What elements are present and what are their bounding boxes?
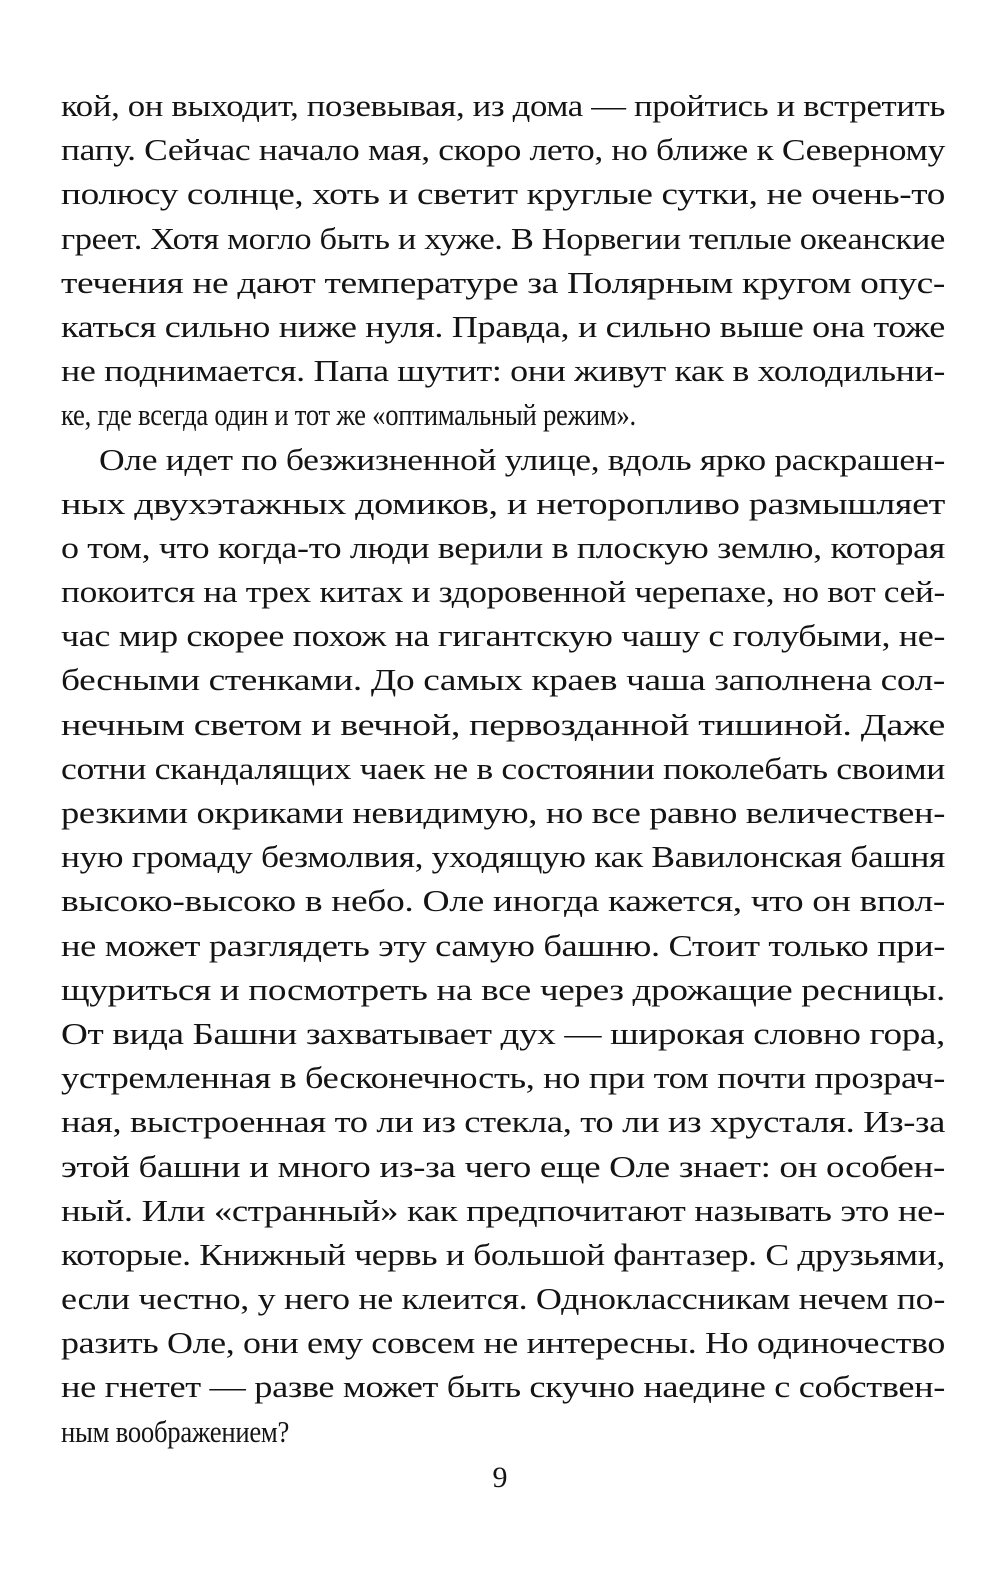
text-line: покоится на трех китах и здоровенной черепахе, но вот сей- <box>61 574 945 610</box>
text-line: ная, выстроенная то ли из стекла, то ли из хрусталя. Из-за <box>61 1104 945 1140</box>
text-line: ных двухэтажных домиков, и неторопливо размышляет <box>61 485 945 521</box>
text-line: не может разглядеть эту самую башню. Стоит только при- <box>61 927 945 963</box>
text-line: час мир скорее похож на гигантскую чашу с голубыми, не- <box>61 618 945 654</box>
text-line: течения не дают температуре за Полярным кругом опус- <box>61 264 945 300</box>
text-line: От вида Башни захватывает дух — широкая словно гора, <box>61 1015 946 1051</box>
text-line: нечным светом и вечной, первозданной тишиной. Даже <box>61 706 945 742</box>
text-line: бесными стенками. До самых краев чаша заполнена сол- <box>61 662 945 698</box>
paragraph-1 <box>61 84 945 438</box>
text-line: полюсу солнце, хоть и светит круглые сутки, не очень-то <box>61 176 945 212</box>
text-line: греет. Хотя могло быть и хуже. В Норвегии теплые океанские <box>61 220 945 256</box>
text-line: не гнетет — разве может быть скучно наедине с собствен- <box>61 1369 945 1405</box>
text-line: не поднимается. Папа шутит: они живут как в холодильни- <box>61 353 945 389</box>
text-line: папу. Сейчас начало мая, скоро лето, но ближе к Северному <box>61 132 945 168</box>
text-line: высоко-высоко в небо. Оле иногда кажется, что он впол- <box>61 883 945 919</box>
text-line: каться сильно ниже нуля. Правда, и сильно выше она тоже <box>61 308 945 344</box>
text-line: устремленная в бесконечность, но при том почти прозрач- <box>61 1060 945 1096</box>
paragraph-2 <box>61 438 945 1454</box>
text-line: ке, где всегда один и тот же «оптимальный режим». <box>61 397 636 433</box>
text-line: щуриться и посмотреть на все через дрожащие ресницы. <box>61 971 945 1007</box>
text-line: если честно, у него не клеится. Одноклассникам нечем по- <box>61 1281 946 1317</box>
text-line: которые. Книжный червь и большой фантазер. С друзьями, <box>61 1236 946 1272</box>
text-line: сотни скандалящих чаек не в состоянии поколебать своими <box>61 750 946 786</box>
text-line: разить Оле, они ему совсем не интересны. Но одиночество <box>61 1325 945 1361</box>
text-line: этой башни и много из-за чего еще Оле знает: он особен- <box>61 1148 945 1184</box>
text-line: ным воображением? <box>61 1413 290 1449</box>
text-line: о том, что когда-то люди верили в плоскую землю, которая <box>61 529 945 565</box>
text-line: Оле идет по безжизненной улице, вдоль ярко раскрашен- <box>98 441 945 477</box>
text-line: ную громаду безмолвия, уходящую как Вавилонская башня <box>61 839 945 875</box>
body-text <box>61 84 945 1454</box>
text-line: ный. Или «странный» как предпочитают называть это не- <box>61 1192 945 1228</box>
text-line: кой, он выходит, позевывая, из дома — пройтись и встретить <box>61 88 945 123</box>
text-line: резкими окриками невидимую, но все равно величествен- <box>61 795 945 830</box>
page-number: 9 <box>492 1461 508 1494</box>
